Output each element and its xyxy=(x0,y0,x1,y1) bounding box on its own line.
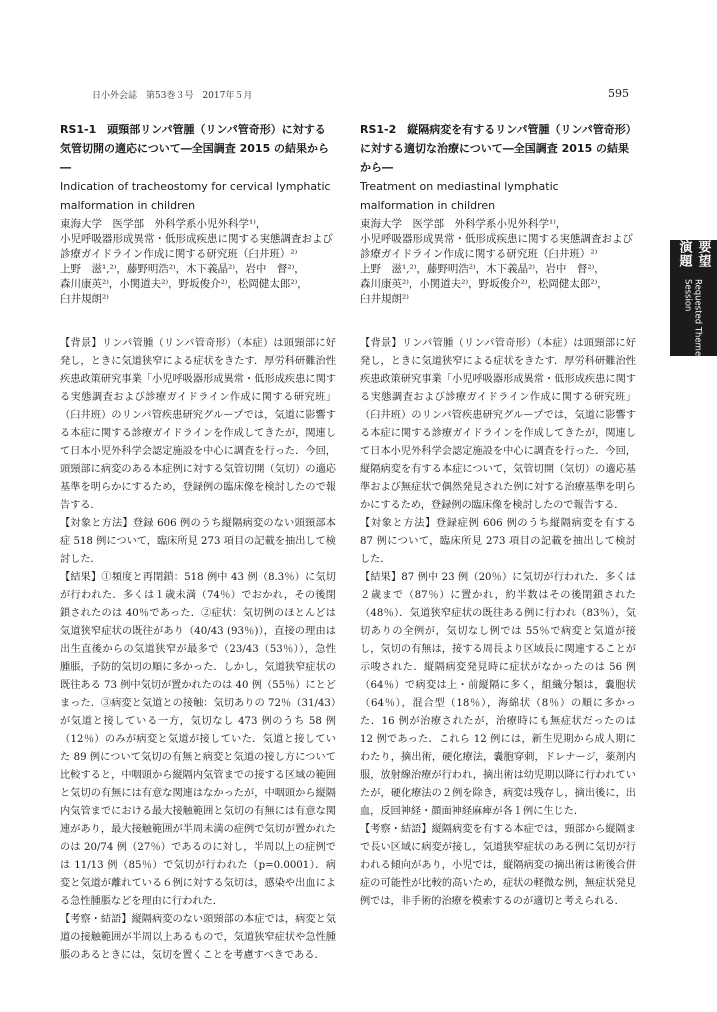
paragraph-background: 【背景】リンパ管腫（リンパ管奇形）（本症）は頭頸部に好発し，ときに気道狭窄による症状をきたす．厚労科研難治性疾患政策研究事業「小児呼吸器形成異常・低形成疾患に関する実態調査および診療ガイドライン作成に関する研究班」（臼井班）のリンパ管疾患研究グループでは，気道に影響する本症に関する診療ガイドラインを作成してきたが，関連して日本小児外科学会認定施設を中心に調査を行った．今回，頭頸部に病変のある本症例に対する気管切開（気切）の適応基準を明らかにするため，登録例の臨床像を検討したので報告する． xyxy=(60,338,336,511)
abstract-body xyxy=(60,335,336,965)
author-line: 臼井規朗²⁾ xyxy=(360,293,409,305)
paragraph-methods: 【対象と方法】登録 606 例のうち縦隔病変のない頭頸部本症 518 例について，臨床所見 273 項目の記載を抽出して検討した． xyxy=(60,518,336,565)
abstract-right xyxy=(360,120,636,911)
abstract-left xyxy=(60,120,336,965)
section-tab xyxy=(670,240,717,356)
author-line: 小児呼吸器形成異常・低形成疾患に関する実態調査および診療ガイドライン作成に関する研究班（臼井班）²⁾ xyxy=(60,233,333,260)
paragraph-background: 【背景】リンパ管腫（リンパ管奇形）（本症）は頭頸部に好発し，ときに気道狭窄による症状をきたす．厚労科研難治性疾患政策研究事業「小児呼吸器形成異常・低形成疾患に関する実態調査および診療ガイドライン作成に関する研究班」（臼井班）のリンパ管疾患研究グループでは，気道に影響する本症に関する診療ガイドラインを作成してきたが，関連して日本小児外科学会認定施設を中心に調査を行った．今回，縦隔病変を有する本症について，気管切開（気切）の適応基準および無症状で偶然発見された例に対する治療基準を明らかにするため，登録例の臨床像を検討したので報告する． xyxy=(360,338,636,511)
author-line: 上野 滋¹,²⁾，藤野明浩²⁾，木下義晶²⁾，岩中 督²⁾， xyxy=(360,263,605,275)
abstract-title-en: Indication of tracheostomy for cervical lymphatic malformation in children xyxy=(60,180,331,212)
section-tab-jp: 要望演題 xyxy=(676,240,711,268)
author-line: 東海大学 医学部 外科学系小児外科学¹⁾， xyxy=(360,218,567,230)
journal-header: 日小外会誌 第53巻３号 2017年５月 xyxy=(92,91,253,101)
paragraph-results: 【結果】87 例中 23 例（20％）に気切が行われた．多くは２歳まで（87％）に置かれ，約半数はその後閉鎖された（48％）．気道狭窄症状の既往ある例に行われ（83％），気切ありの全例が，気切なし例では 55％で病変と気道が接し，気切の有無は，接する周長より区域長に関連することが示唆された．縦隔病変発見時に症状がなかったのは 56 例（64％）で病変は上・前縦隔に多く，組織分類は，嚢胞状（64％），混合型（18％），海綿状（8％）の順に多かった．16 例が治療されたが，治療時にも無症状だったのは 12 例であった．これら 12 例には，新生児期から成人期にわたり，摘出術，硬化療法，嚢胞穿刺，ドレナージ，薬剤内服，放射線治療が行われ，摘出術は幼児期以降に行われていたが，硬化療法の２例を除き，病変は残存し，摘出後に，出血，反回神経・顔面神経麻痺が各１例に生じた． xyxy=(360,572,636,817)
author-line: 臼井規朗²⁾ xyxy=(60,293,109,305)
author-line: 森川康英²⁾，小関道夫²⁾，野坂俊介²⁾，松岡健太郎²⁾， xyxy=(60,278,308,290)
section-tab-text xyxy=(675,240,713,356)
abstract-title: RS1-1 頭頸部リンパ管腫（リンパ管奇形）に対する気管切開の適応について―全国調査 2015 の結果から― xyxy=(60,123,330,174)
author-line: 森川康英²⁾，小関道夫²⁾，野坂俊介²⁾，松岡健太郎²⁾， xyxy=(360,278,608,290)
page-number: 595 xyxy=(608,87,629,100)
author-line: 東海大学 医学部 外科学系小児外科学¹⁾， xyxy=(60,218,267,230)
abstract-title: RS1-2 縦隔病変を有するリンパ管腫（リンパ管奇形）に対する適切な治療について―全国調査 2015 の結果から― xyxy=(360,123,632,174)
section-tab-en: Requested Theme Session xyxy=(682,278,703,356)
abstract-title-en: Treatment on mediastinal lymphatic malformation in children xyxy=(360,180,559,212)
paragraph-results: 【結果】①頻度と再閉鎖：518 例中 43 例（8.3％）に気切が行われた．多くは１歳未満（74％）でおかれ，その後閉鎖されたのは 40％であった．②症状：気切例のほとんどは気道狭窄症状の既往があり（40/43 (93％)），直接の理由は出生直後からの気道狭窄が最多で（23/43（53％）），急性腫脹，予防的気切の順に多かった．しかし，気道狭窄症状の既往ある 73 例中気切が置かれたのは 40 例（55％）にとどまった．③病変と気道との接触：気切ありの 72％（31/43）が気道と接している一方，気切なし 473 例のうち 58 例（12％）のみが病変と気道が接していた．気道と接していた 89 例について気切の有無と病変と気道の接し方について比較すると，中咽頭から縦隔内気管までの接する区域の範囲と気切の有無には有意な関連はなかったが，中咽頭から縦隔内気管までにおける最大接触範囲と気切の有無には有意な関連があり，最大接触範囲が半周未満の症例で気切が置かれたのは 20/74 例（27％）であるのに対し，半周以上の症例では 11/13 例（85％）で気切が行われた（p=0.0001）．病変と気道が離れている６例に対する気切は，感染や出血による急性腫脹などを理由に行われた． xyxy=(60,572,336,907)
author-block xyxy=(360,217,636,307)
author-line: 小児呼吸器形成異常・低形成疾患に関する実態調査および診療ガイドライン作成に関する研究班（臼井班）²⁾ xyxy=(360,233,633,260)
author-block xyxy=(60,217,336,307)
paragraph-conclusion: 【考察・結語】縦隔病変のない頭頸部の本症では，病変と気道の接触範囲が半周以上あるもので，気道狭窄症状や急性腫脹のあるときには，気切を置くことを考慮すべきである． xyxy=(60,914,336,961)
paragraph-methods: 【対象と方法】登録症例 606 例のうち縦隔病変を有する 87 例について，臨床所見 273 項目の記載を抽出して検討した． xyxy=(360,518,636,565)
author-line: 上野 滋¹,²⁾，藤野明浩²⁾，木下義晶²⁾，岩中 督²⁾， xyxy=(60,263,305,275)
abstract-body xyxy=(360,335,636,911)
paragraph-conclusion: 【考察・結語】縦隔病変を有する本症では，頸部から縦隔まで長い区域に病変が接し，気道狭窄症状のある例に気切が行われる傾向があり，小児では，縦隔病変の摘出術は術後合併症の可能性が比較的高いため，症状の軽微な例，無症状発見例では，非手術的治療を模索するのが適切と考えられる． xyxy=(360,824,636,907)
